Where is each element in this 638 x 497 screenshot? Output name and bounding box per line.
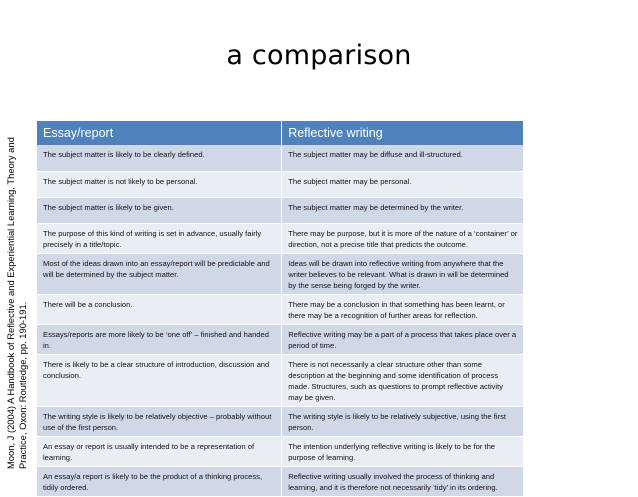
reflective-cell: Reflective writing may be a part of a process that takes place over a period of time. [282, 324, 524, 354]
slide-title: a comparison [226, 40, 412, 71]
table-row [37, 145, 524, 171]
table-row [37, 324, 524, 354]
header-essay-report: Essay/report [37, 121, 282, 145]
essay-cell: There will be a conclusion. [37, 294, 282, 324]
reflective-cell: The subject matter may be personal. [282, 171, 524, 197]
essay-cell: There is likely to be a clear structure of introduction, discussion and conclusion. [37, 354, 282, 406]
citation-text: Moon, J (2004) A Handbook of Reflective and Experiential Learning, Theory and Practice, Oxon: Routledge, pp. 190-191. [5, 137, 28, 469]
table-row [37, 197, 524, 223]
essay-cell: The subject matter is likely to be clearly defined. [37, 145, 282, 171]
essay-cell: The subject matter is not likely to be personal. [37, 171, 282, 197]
reflective-cell: There is not necessarily a clear structure other than some description at the beginning and some identification of process made. Structures, such as questions to prompt reflective activity may be given. [282, 354, 524, 406]
reflective-cell: The writing style is likely to be relatively subjective, using the first person. [282, 406, 524, 436]
essay-cell: The subject matter is likely to be given. [37, 197, 282, 223]
reflective-cell: There may be a conclusion in that something has been learnt, or there may be a recognition of further areas for reflection. [282, 294, 524, 324]
table-row [37, 436, 524, 466]
header-reflective-writing: Reflective writing [282, 121, 524, 145]
table-row [37, 253, 524, 294]
reflective-cell: Ideas will be drawn into reflective writing from anywhere that the writer believes to be relevant. What is drawn in will be determined by the sense being forged by the writer. [282, 253, 524, 294]
reflective-cell: The subject matter may be determined by the writer. [282, 197, 524, 223]
table-header-row [37, 121, 524, 145]
reflective-cell: The subject matter may be diffuse and ill-structured. [282, 145, 524, 171]
reflective-cell: Reflective writing usually involved the process of thinking and learning, and it is therefore not necessarily ‘tidy’ in its ordering. [282, 466, 524, 496]
comparison-table [37, 121, 524, 497]
essay-cell: The purpose of this kind of writing is set in advance, usually fairly precisely in a title/topic. [37, 223, 282, 253]
essay-cell: Essays/reports are more likely to be ‘one off’ – finished and handed in. [37, 324, 282, 354]
table-row [37, 171, 524, 197]
essay-cell: An essay/a report is likely to be the product of a thinking process, tidily ordered. [37, 466, 282, 496]
table-row [37, 406, 524, 436]
reflective-cell: There may be purpose, but it is more of the nature of a ‘container’ or direction, not a precise title that predicts the outcome. [282, 223, 524, 253]
table-row [37, 354, 524, 406]
reflective-cell: The intention underlying reflective writing is likely to be for the purpose of learning. [282, 436, 524, 466]
essay-cell: An essay or report is usually intended to be a representation of learning. [37, 436, 282, 466]
essay-cell: Most of the ideas drawn into an essay/report will be predictable and will be determined by the subject matter. [37, 253, 282, 294]
table-row [37, 223, 524, 253]
table-row [37, 294, 524, 324]
table-row [37, 466, 524, 496]
essay-cell: The writing style is likely to be relatively objective – probably without use of the first person. [37, 406, 282, 436]
